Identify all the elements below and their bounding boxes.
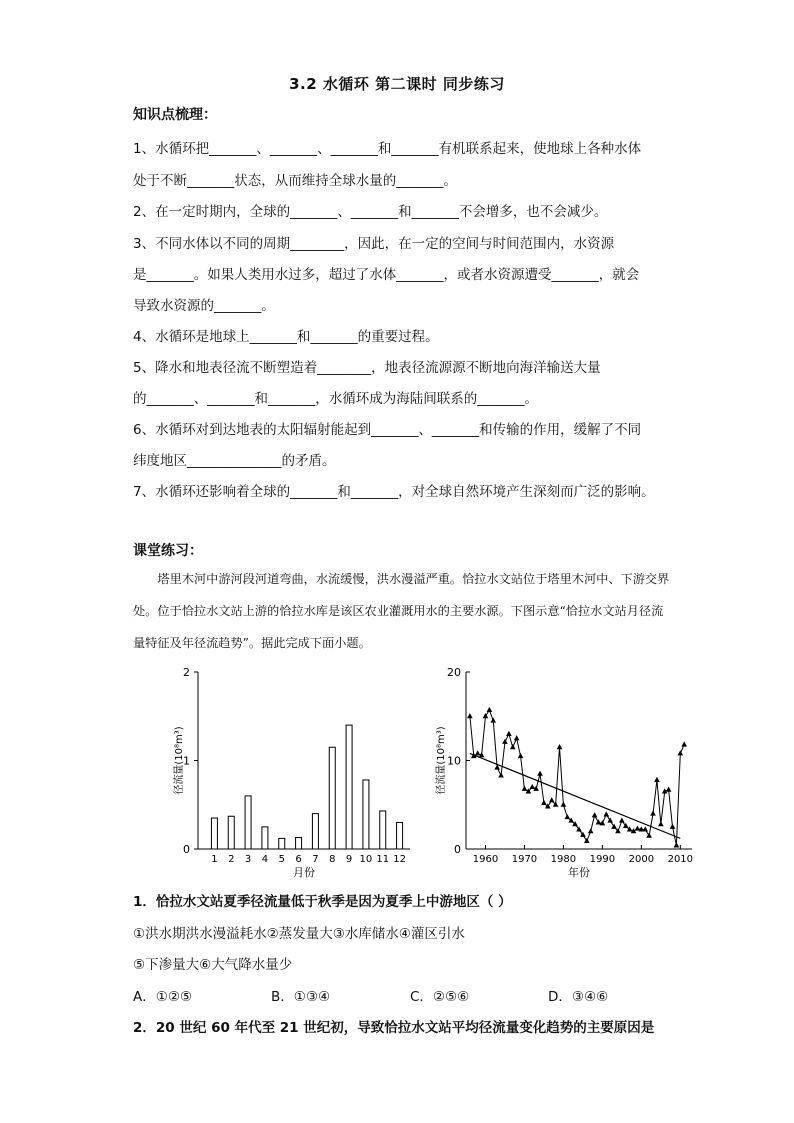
data-point-1991 bbox=[603, 811, 609, 816]
question-1-items: ①洪水期洪水漫溢耗水②蒸发量大③水库储水④灌区引水 bbox=[133, 926, 465, 942]
x-tick-label: 6 bbox=[295, 854, 302, 865]
x-tick-label: 5 bbox=[278, 854, 285, 865]
knowledge-line: 7、水循环还影响着全球的_______和_______，对全球自然环境产生深刻而广泛的影响。 bbox=[133, 484, 655, 500]
page-title: 3.2 水循环 第二课时 同步练习 bbox=[289, 75, 505, 93]
data-point-1988 bbox=[592, 812, 598, 817]
x-tick-label: 2000 bbox=[628, 854, 655, 865]
data-point-1967 bbox=[510, 744, 516, 749]
data-point-2010 bbox=[678, 750, 684, 755]
monthly-runoff-chart bbox=[170, 660, 420, 880]
data-point-1972 bbox=[529, 784, 535, 789]
y-tick-label: 20 bbox=[447, 666, 461, 679]
x-tick-label: 11 bbox=[376, 854, 390, 865]
x-tick-label: 12 bbox=[393, 854, 406, 865]
data-point-1980 bbox=[561, 802, 567, 807]
y-axis-label: 径流量(10⁸m³) bbox=[436, 726, 447, 795]
data-point-1999 bbox=[635, 825, 641, 830]
knowledge-line: 6、水循环对到达地表的太阳辐射能起到_______、_______和传输的作用，缓解了不同 bbox=[133, 422, 642, 438]
data-point-2011 bbox=[681, 741, 687, 746]
bar-month-6 bbox=[296, 837, 302, 849]
x-tick-label: 1960 bbox=[472, 854, 499, 865]
y-axis-label: 径流量(10⁸m³) bbox=[174, 726, 185, 795]
data-point-1974 bbox=[537, 771, 543, 776]
option-d[interactable]: D．③④⑥ bbox=[548, 989, 609, 1005]
bar-month-4 bbox=[262, 827, 268, 849]
data-point-1979 bbox=[557, 744, 563, 749]
y-tick-label: 0 bbox=[183, 843, 190, 856]
data-point-1981 bbox=[565, 814, 571, 819]
bar-month-12 bbox=[397, 822, 403, 849]
data-point-2001 bbox=[642, 826, 648, 831]
x-tick-label: 9 bbox=[345, 854, 353, 865]
knowledge-line: 5、降水和地表径流不断塑造着________，地表径流源源不断地向海洋输送大量 bbox=[133, 360, 601, 376]
option-c[interactable]: C．②⑤⑥ bbox=[410, 989, 470, 1005]
x-tick-label: 7 bbox=[312, 854, 319, 865]
bar-month-1 bbox=[211, 818, 217, 849]
bar-month-11 bbox=[380, 811, 386, 849]
question-2-stem: 2．20 世纪 60 年代至 21 世纪初，导致恰拉水文站平均径流量变化趋势的主要原因是 bbox=[133, 1020, 655, 1036]
knowledge-heading: 知识点梳理： bbox=[133, 107, 217, 123]
bar-month-2 bbox=[228, 816, 234, 849]
option-b[interactable]: B．①③④ bbox=[271, 989, 331, 1005]
knowledge-line: 1、水循环把_______、_______、_______和_______有机联系起来，使地球上各种水体 bbox=[133, 141, 642, 157]
data-point-1966 bbox=[506, 731, 512, 736]
data-point-1958 bbox=[475, 750, 481, 755]
data-point-1995 bbox=[619, 817, 625, 822]
annual-runoff-chart bbox=[430, 660, 705, 880]
bar-month-5 bbox=[279, 838, 285, 849]
bar-month-7 bbox=[312, 814, 318, 849]
knowledge-line: 是_______。如果人类用水过多，超过了水体_______，或者水资源遭受_______，就会 bbox=[133, 267, 640, 283]
x-tick-label: 2 bbox=[228, 854, 235, 865]
data-point-2007 bbox=[666, 787, 672, 792]
y-tick-label: 0 bbox=[454, 843, 461, 856]
data-point-1964 bbox=[498, 772, 504, 777]
knowledge-line: 纬度地区______________的矛盾。 bbox=[133, 453, 336, 469]
x-tick-label: 1970 bbox=[511, 854, 538, 865]
knowledge-line: 的_______、_______和_______，水循环成为海陆间联系的_______。 bbox=[133, 391, 538, 407]
bar-month-3 bbox=[245, 796, 251, 849]
bar-month-10 bbox=[363, 780, 369, 849]
x-tick-label: 1990 bbox=[589, 854, 616, 865]
knowledge-line: 处于不断_______状态，从而维持全球水量的_______。 bbox=[133, 173, 457, 189]
knowledge-line: 2、在一定时期内，全球的_______、_______和_______不会增多，也不会减少。 bbox=[133, 204, 608, 220]
y-tick-label: 1 bbox=[183, 754, 190, 768]
x-tick-label: 3 bbox=[244, 854, 252, 865]
y-tick-label: 2 bbox=[183, 666, 190, 679]
data-point-1987 bbox=[588, 828, 594, 833]
data-point-2008 bbox=[670, 824, 676, 829]
knowledge-line: 导致水资源的_______。 bbox=[133, 298, 275, 314]
data-point-1968 bbox=[514, 735, 520, 740]
x-tick-label: 10 bbox=[359, 854, 373, 865]
data-point-1969 bbox=[518, 753, 524, 758]
data-point-1956 bbox=[467, 713, 473, 718]
data-point-1977 bbox=[549, 797, 555, 802]
data-point-2004 bbox=[654, 777, 660, 782]
x-tick-label: 4 bbox=[261, 854, 269, 865]
x-tick-label: 1980 bbox=[550, 854, 577, 865]
question-1-stem: 1．恰拉水文站夏季径流量低于秋季是因为夏季上中游地区（ ） bbox=[133, 894, 512, 910]
practice-heading: 课堂练习： bbox=[133, 543, 203, 559]
x-tick-label: 2010 bbox=[667, 854, 694, 865]
bar-month-8 bbox=[329, 747, 335, 849]
data-point-1989 bbox=[596, 819, 602, 824]
data-point-1962 bbox=[490, 717, 496, 722]
x-tick-label: 1 bbox=[211, 854, 218, 865]
x-axis-label: 年份 bbox=[568, 866, 590, 879]
data-point-2005 bbox=[658, 821, 664, 826]
data-point-2003 bbox=[650, 810, 656, 815]
option-a[interactable]: A．①②⑤ bbox=[133, 989, 193, 1005]
practice-passage: 塔里木河中游河段河道弯曲，水流缓慢，洪水漫溢严重。恰拉水文站位于塔里木河中、下游交界处。位于恰拉水文站上游的恰拉水库是该区农业灌溉用水的主要水源。下图示意“恰拉水文站月径流量特征及年径流趋势”。据此完成下面小题。 bbox=[133, 572, 670, 650]
data-point-1965 bbox=[502, 739, 508, 744]
x-tick-label: 8 bbox=[329, 854, 336, 865]
data-point-1961 bbox=[487, 707, 493, 712]
x-axis-label: 月份 bbox=[293, 866, 315, 879]
data-point-1970 bbox=[522, 786, 528, 791]
knowledge-line: 3、不同水体以不同的周期________，因此，在一定的空间与时间范围内，水资源 bbox=[133, 236, 615, 252]
data-point-2009 bbox=[674, 842, 680, 847]
knowledge-line: 4、水循环是地球上_______和_______的重要过程。 bbox=[133, 329, 439, 345]
bar-month-9 bbox=[346, 725, 352, 849]
y-tick-label: 10 bbox=[447, 754, 461, 768]
data-point-1975 bbox=[541, 800, 547, 805]
question-1-items: ⑤下渗量大⑥大气降水量少 bbox=[133, 957, 293, 973]
